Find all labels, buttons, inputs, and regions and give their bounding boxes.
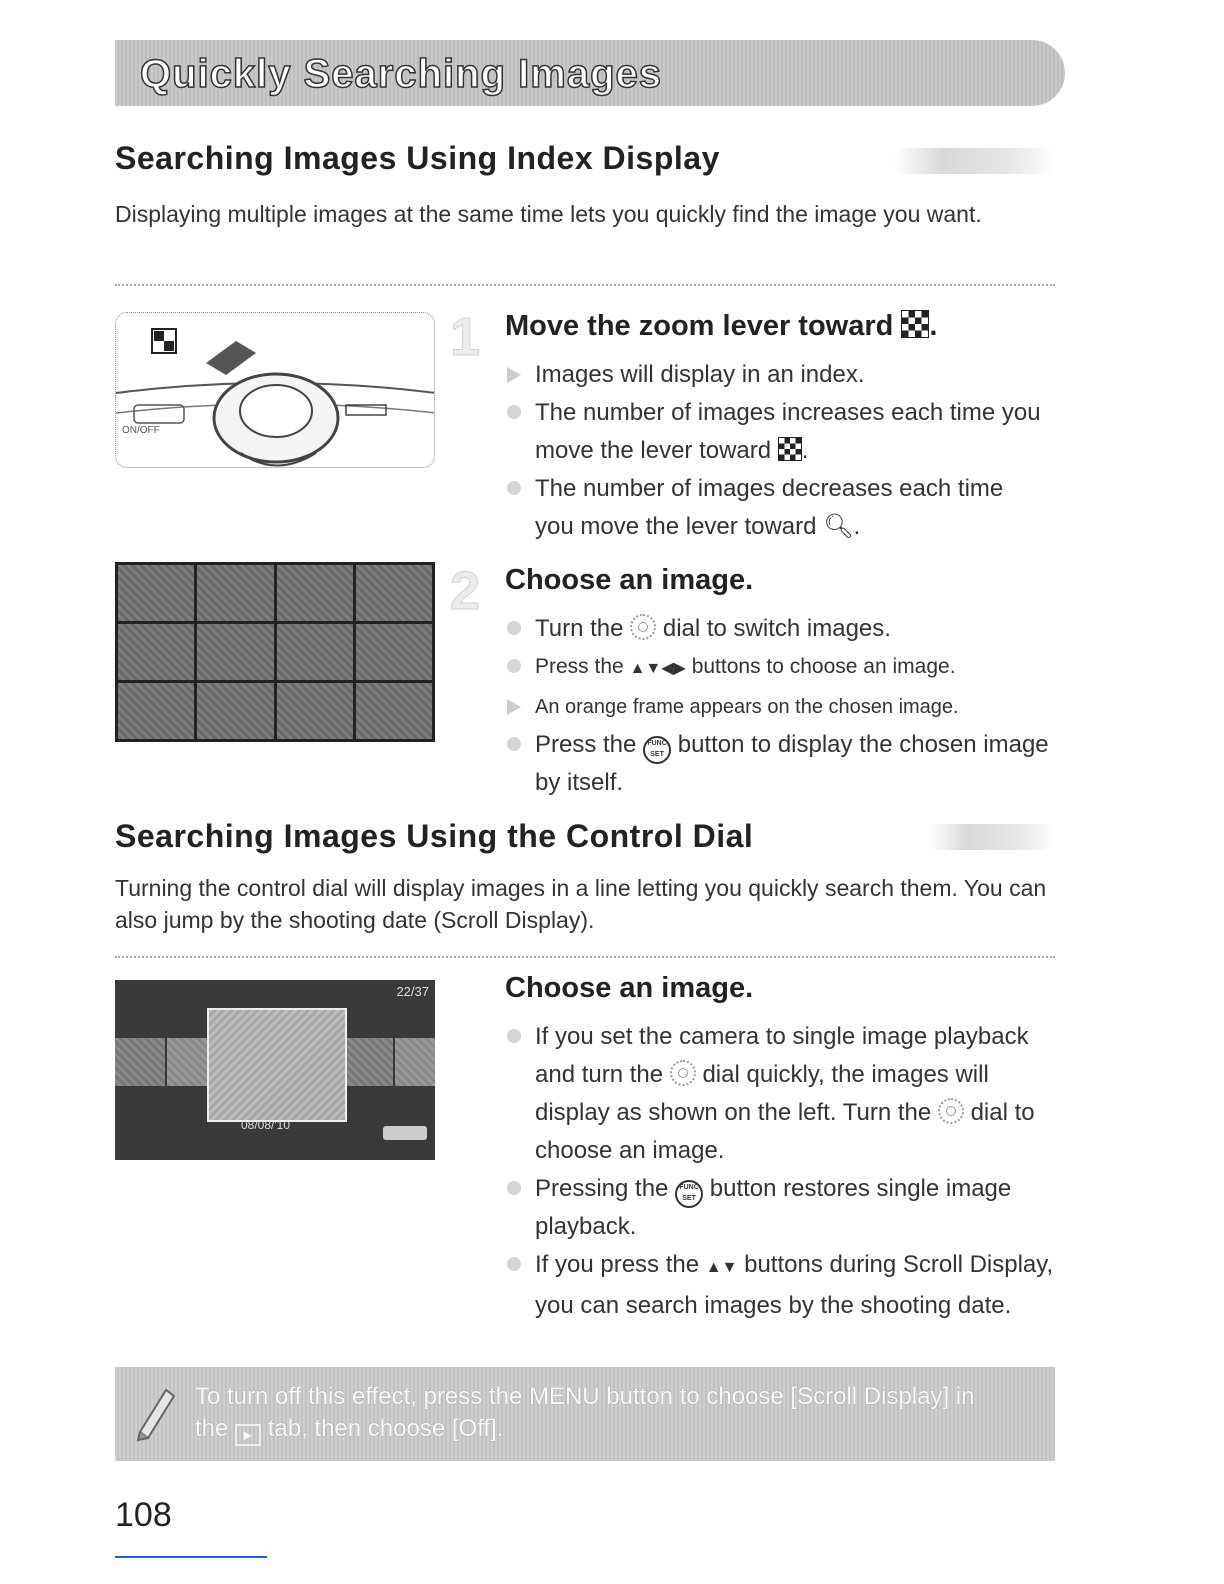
thumbnail xyxy=(277,683,353,739)
bullet-text: Press the xyxy=(535,731,637,758)
step1-bullet xyxy=(505,356,1045,394)
section1-title: Searching Images Using Index Display xyxy=(115,140,720,176)
thumbnail xyxy=(118,565,194,621)
step1-bullet-text: The number of images increases each time you move the lever toward xyxy=(535,399,1041,464)
shooting-date: 08/08/'10 xyxy=(241,1118,291,1132)
magnify-icon: 🔍︎ xyxy=(823,513,854,540)
camera-top-drawing xyxy=(116,313,435,468)
thumbnail xyxy=(356,565,432,621)
func-set-icon: FUNC SET xyxy=(675,1180,703,1208)
step2-bullet xyxy=(505,610,1055,648)
thumbnail xyxy=(277,565,353,621)
step2-heading: Choose an image. xyxy=(505,564,754,596)
page-title: Quickly Searching Images xyxy=(140,52,662,96)
note-text-part: the xyxy=(195,1415,229,1442)
thumbnail xyxy=(167,1038,207,1086)
bullet-text: Press the xyxy=(535,655,624,678)
thumbnail xyxy=(395,1038,435,1086)
note-line2 xyxy=(195,1413,1045,1446)
page-number: 108 xyxy=(115,1496,172,1534)
bullet-text: An orange frame appears on the chosen image. xyxy=(535,696,959,718)
bullet-text: buttons to choose an image. xyxy=(691,655,956,678)
control-dial-icon xyxy=(938,1098,964,1124)
step1-heading: Move the zoom lever toward . xyxy=(505,310,938,342)
step2-bullet xyxy=(505,648,1055,688)
note-line1: To turn off this effect, press the MENU button to choose [Scroll Display] in xyxy=(195,1383,975,1410)
thumbnail xyxy=(197,565,273,621)
section1-title-bar xyxy=(895,148,1055,174)
step1-bullet-text: The number of images decreases each time you move the lever toward xyxy=(535,475,1004,540)
bullet-text: dial to switch images. xyxy=(662,615,891,642)
thumbnail xyxy=(347,1038,393,1086)
step2-bullet xyxy=(505,688,1055,726)
section2-bullet-list xyxy=(505,1018,1055,1325)
control-dial-icon xyxy=(670,1060,696,1086)
section1-divider xyxy=(115,284,1055,286)
bullet-text: Pressing the xyxy=(535,1175,669,1202)
step2-bullet-list xyxy=(505,610,1055,802)
bullet-text: button restores single image playback. xyxy=(535,1175,1012,1240)
step2-bullet xyxy=(505,726,1055,802)
page-link-underline xyxy=(115,1556,267,1558)
thumbnail xyxy=(197,683,273,739)
step1-number: 1 xyxy=(450,307,481,367)
thumbnail xyxy=(277,624,353,680)
scroll-display-screenshot xyxy=(115,980,435,1160)
thumbnail xyxy=(197,624,273,680)
step1-bullet: The number of images decreases each time you move the lever toward 🔍︎. xyxy=(505,470,1045,546)
note-text xyxy=(195,1381,1045,1446)
bullet-text: If you set the camera to single image playback and turn the xyxy=(535,1023,1029,1088)
thumbnail xyxy=(118,624,194,680)
arrow-buttons-icon: ▲▼ xyxy=(705,1259,738,1276)
section2-title: Searching Images Using the Control Dial xyxy=(115,818,754,854)
bullet-text: Turn the xyxy=(535,615,624,642)
step1-bullet-list xyxy=(505,356,1045,546)
control-dial-icon xyxy=(630,614,656,640)
section2-bullet xyxy=(505,1018,1055,1170)
pencil-note-icon xyxy=(130,1382,178,1447)
func-set-icon: FUNC SET xyxy=(643,736,671,764)
note-text-part: tab, then choose [Off]. xyxy=(267,1415,504,1442)
step1-heading-text: Move the zoom lever toward xyxy=(505,310,894,342)
arrow-buttons-icon: ▲▼◀▶ xyxy=(629,660,686,677)
zoom-lever-illustration xyxy=(115,312,435,468)
bullet-text: button to display the chosen image by itself. xyxy=(535,731,1049,796)
bullet-text: buttons during Scroll Display, you can search images by the shooting date. xyxy=(535,1251,1054,1319)
thumbnail xyxy=(118,683,194,739)
section2-intro: Turning the control dial will display images in a line letting you quickly search them. You can also jump by the shooting date (Scroll Display). xyxy=(115,875,1047,933)
index-icon xyxy=(901,310,929,338)
section2-divider xyxy=(115,956,1055,958)
step1-bullet-text: Images will display in an index. xyxy=(535,361,865,388)
bullet-text: dial quickly, the images will display as shown on the left. Turn the xyxy=(535,1061,989,1126)
section2-bullet xyxy=(505,1246,1055,1325)
section1-intro: Displaying multiple images at the same time lets you quickly find the image you want. xyxy=(115,201,982,227)
set-button-hint xyxy=(383,1126,427,1140)
section2-title-bar xyxy=(930,824,1055,850)
thumbnail xyxy=(356,624,432,680)
step2-number: 2 xyxy=(450,561,481,621)
thumbnail xyxy=(115,1038,165,1086)
bullet-text: dial to choose an image. xyxy=(535,1099,1035,1164)
section2-bullet xyxy=(505,1170,1055,1246)
index-display-screenshot xyxy=(115,562,435,742)
image-counter: 22/37 xyxy=(396,984,429,999)
section2-step-heading: Choose an image. xyxy=(505,972,754,1004)
thumbnail xyxy=(356,683,432,739)
playback-tab-icon: ▶ xyxy=(235,1424,261,1446)
step1-bullet: The number of images increases each time you move the lever toward . xyxy=(505,394,1045,470)
index-icon xyxy=(778,437,802,461)
bullet-text: If you press the xyxy=(535,1251,700,1278)
selected-image xyxy=(207,1008,347,1122)
on-off-label: ON/OFF xyxy=(122,425,160,436)
